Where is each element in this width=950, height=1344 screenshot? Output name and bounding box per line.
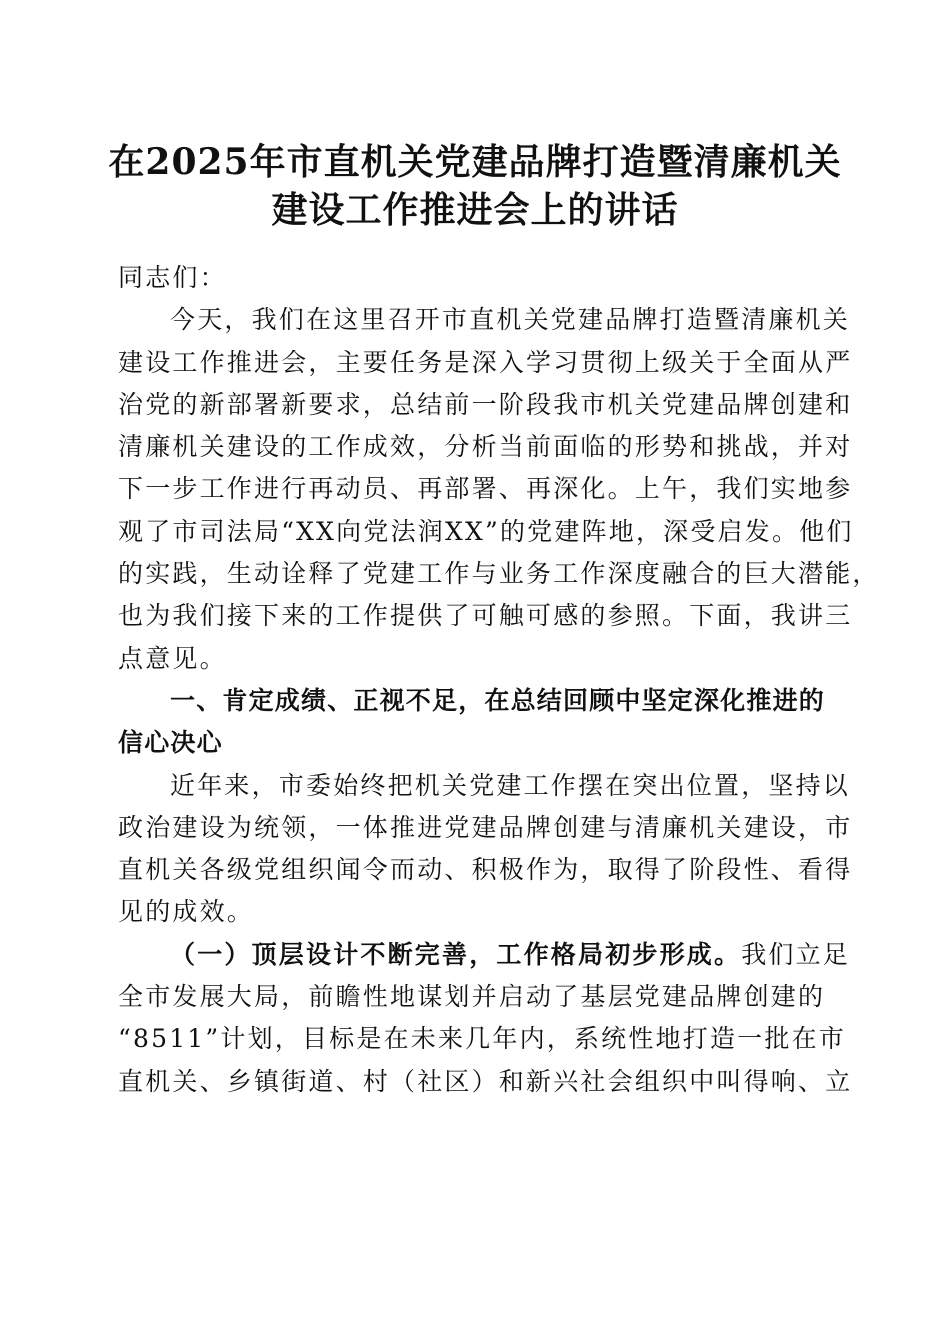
section-heading-line: 信心决心	[118, 728, 223, 758]
sub-heading: （一）顶层设计不断完善，工作格局初步形成。	[170, 939, 742, 969]
salutation: 同志们：	[118, 263, 227, 292]
title-line-2: 建设工作推进会上的讲话	[271, 189, 679, 231]
paragraph-line: 政治建设为统领，一体推进党建品牌创建与清廉机关建设，市	[118, 812, 853, 842]
paragraph-line: 观了市司法局“XX向党法润XX”的党建阵地，深受启发。他们	[118, 516, 854, 546]
paragraph-line: 点意见。	[118, 643, 227, 673]
paragraph-line: 治党的新部署新要求，总结前一阶段我市机关党建品牌创建和	[118, 389, 853, 419]
paragraph-line: 也为我们接下来的工作提供了可触可感的参照。下面，我讲三	[118, 601, 853, 631]
paragraph-text: 我们立足	[741, 939, 851, 969]
paragraph-line: “8511”计划，目标是在未来几年内，系统性地打造一批在市	[118, 1024, 846, 1054]
document-body	[118, 257, 880, 1103]
paragraph-line	[118, 934, 851, 976]
paragraph-line: 建设工作推进会，主要任务是深入学习贯彻上级关于全面从严	[118, 347, 853, 377]
paragraph-line: 近年来，市委始终把机关党建工作摆在突出位置，坚持以	[170, 770, 851, 800]
paragraph-line: 的实践，生动诠释了党建工作与业务工作深度融合的巨大潜能，	[118, 559, 880, 589]
paragraph-line: 今天，我们在这里召开市直机关党建品牌打造暨清廉机关	[170, 305, 851, 335]
paragraph-line: 全市发展大局，前瞻性地谋划并启动了基层党建品牌创建的	[118, 982, 826, 1012]
paragraph-line: 直机关、乡镇街道、村（社区）和新兴社会组织中叫得响、立	[118, 1066, 853, 1096]
paragraph-line: 下一步工作进行再动员、再部署、再深化。上午，我们实地参	[118, 474, 853, 504]
paragraph-line: 直机关各级党组织闻令而动、积极作为，取得了阶段性、看得	[118, 855, 853, 885]
paragraph-line: 清廉机关建设的工作成效，分析当前面临的形势和挑战，并对	[118, 432, 853, 462]
title-line-1: 在2025年市直机关党建品牌打造暨清廉机关	[108, 141, 842, 183]
document-title	[100, 138, 850, 234]
paragraph-line: 见的成效。	[118, 897, 255, 927]
section-heading-line: 一、肯定成绩、正视不足，在总结回顾中坚定深化推进的	[170, 685, 826, 715]
